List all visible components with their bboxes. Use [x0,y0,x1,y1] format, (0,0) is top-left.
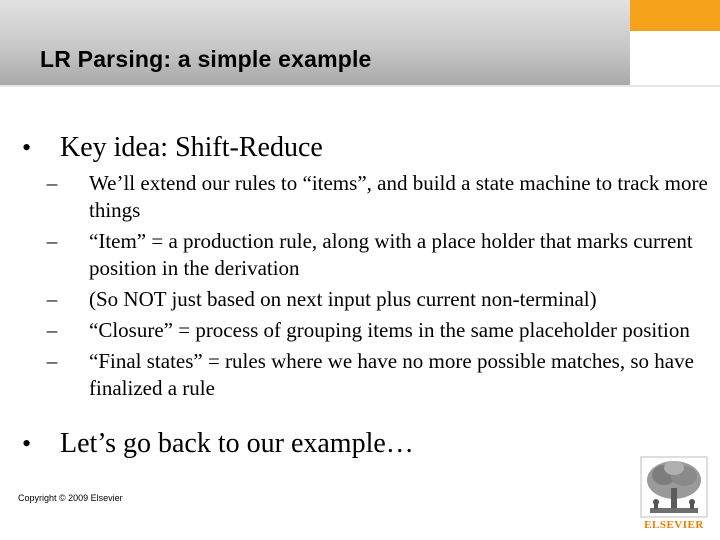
header-divider [0,85,720,87]
bullet-text: Let’s go back to our example… [60,428,414,459]
sub-bullet-item [0,348,720,402]
bullet-marker: • [22,133,32,162]
sub-bullet-item [0,286,720,313]
copyright-notice: Copyright © 2009 Elsevier [18,493,123,503]
sub-bullet-item [0,170,720,224]
tree-icon [640,456,708,518]
bullet-marker: • [22,429,32,458]
dash-marker: – [46,229,58,253]
dash-marker: – [46,287,58,311]
dash-marker: – [46,349,58,373]
sub-bullet-item [0,317,720,344]
sub-bullet-text: “Closure” = process of grouping items in the same placeholder position [89,318,690,342]
elsevier-logo [640,456,708,532]
dash-marker: – [46,171,58,195]
sub-bullet-list [0,170,720,402]
accent-block [630,0,720,31]
sub-bullet-text: (So NOT just based on next input plus current non-terminal) [89,287,597,311]
logo-wordmark: ELSEVIER [644,519,704,531]
dash-marker: – [46,318,58,342]
bullet-text: Key idea: Shift-Reduce [60,132,323,163]
sub-bullet-text: “Item” = a production rule, along with a place holder that marks current position in the derivation [89,229,693,280]
sub-bullet-text: We’ll extend our rules to “items”, and build a state machine to track more things [89,171,708,222]
slide-title: LR Parsing: a simple example [40,46,372,72]
sub-bullet-item [0,228,720,282]
sub-bullet-text: “Final states” = rules where we have no more possible matches, so have finalized a rule [89,349,694,400]
